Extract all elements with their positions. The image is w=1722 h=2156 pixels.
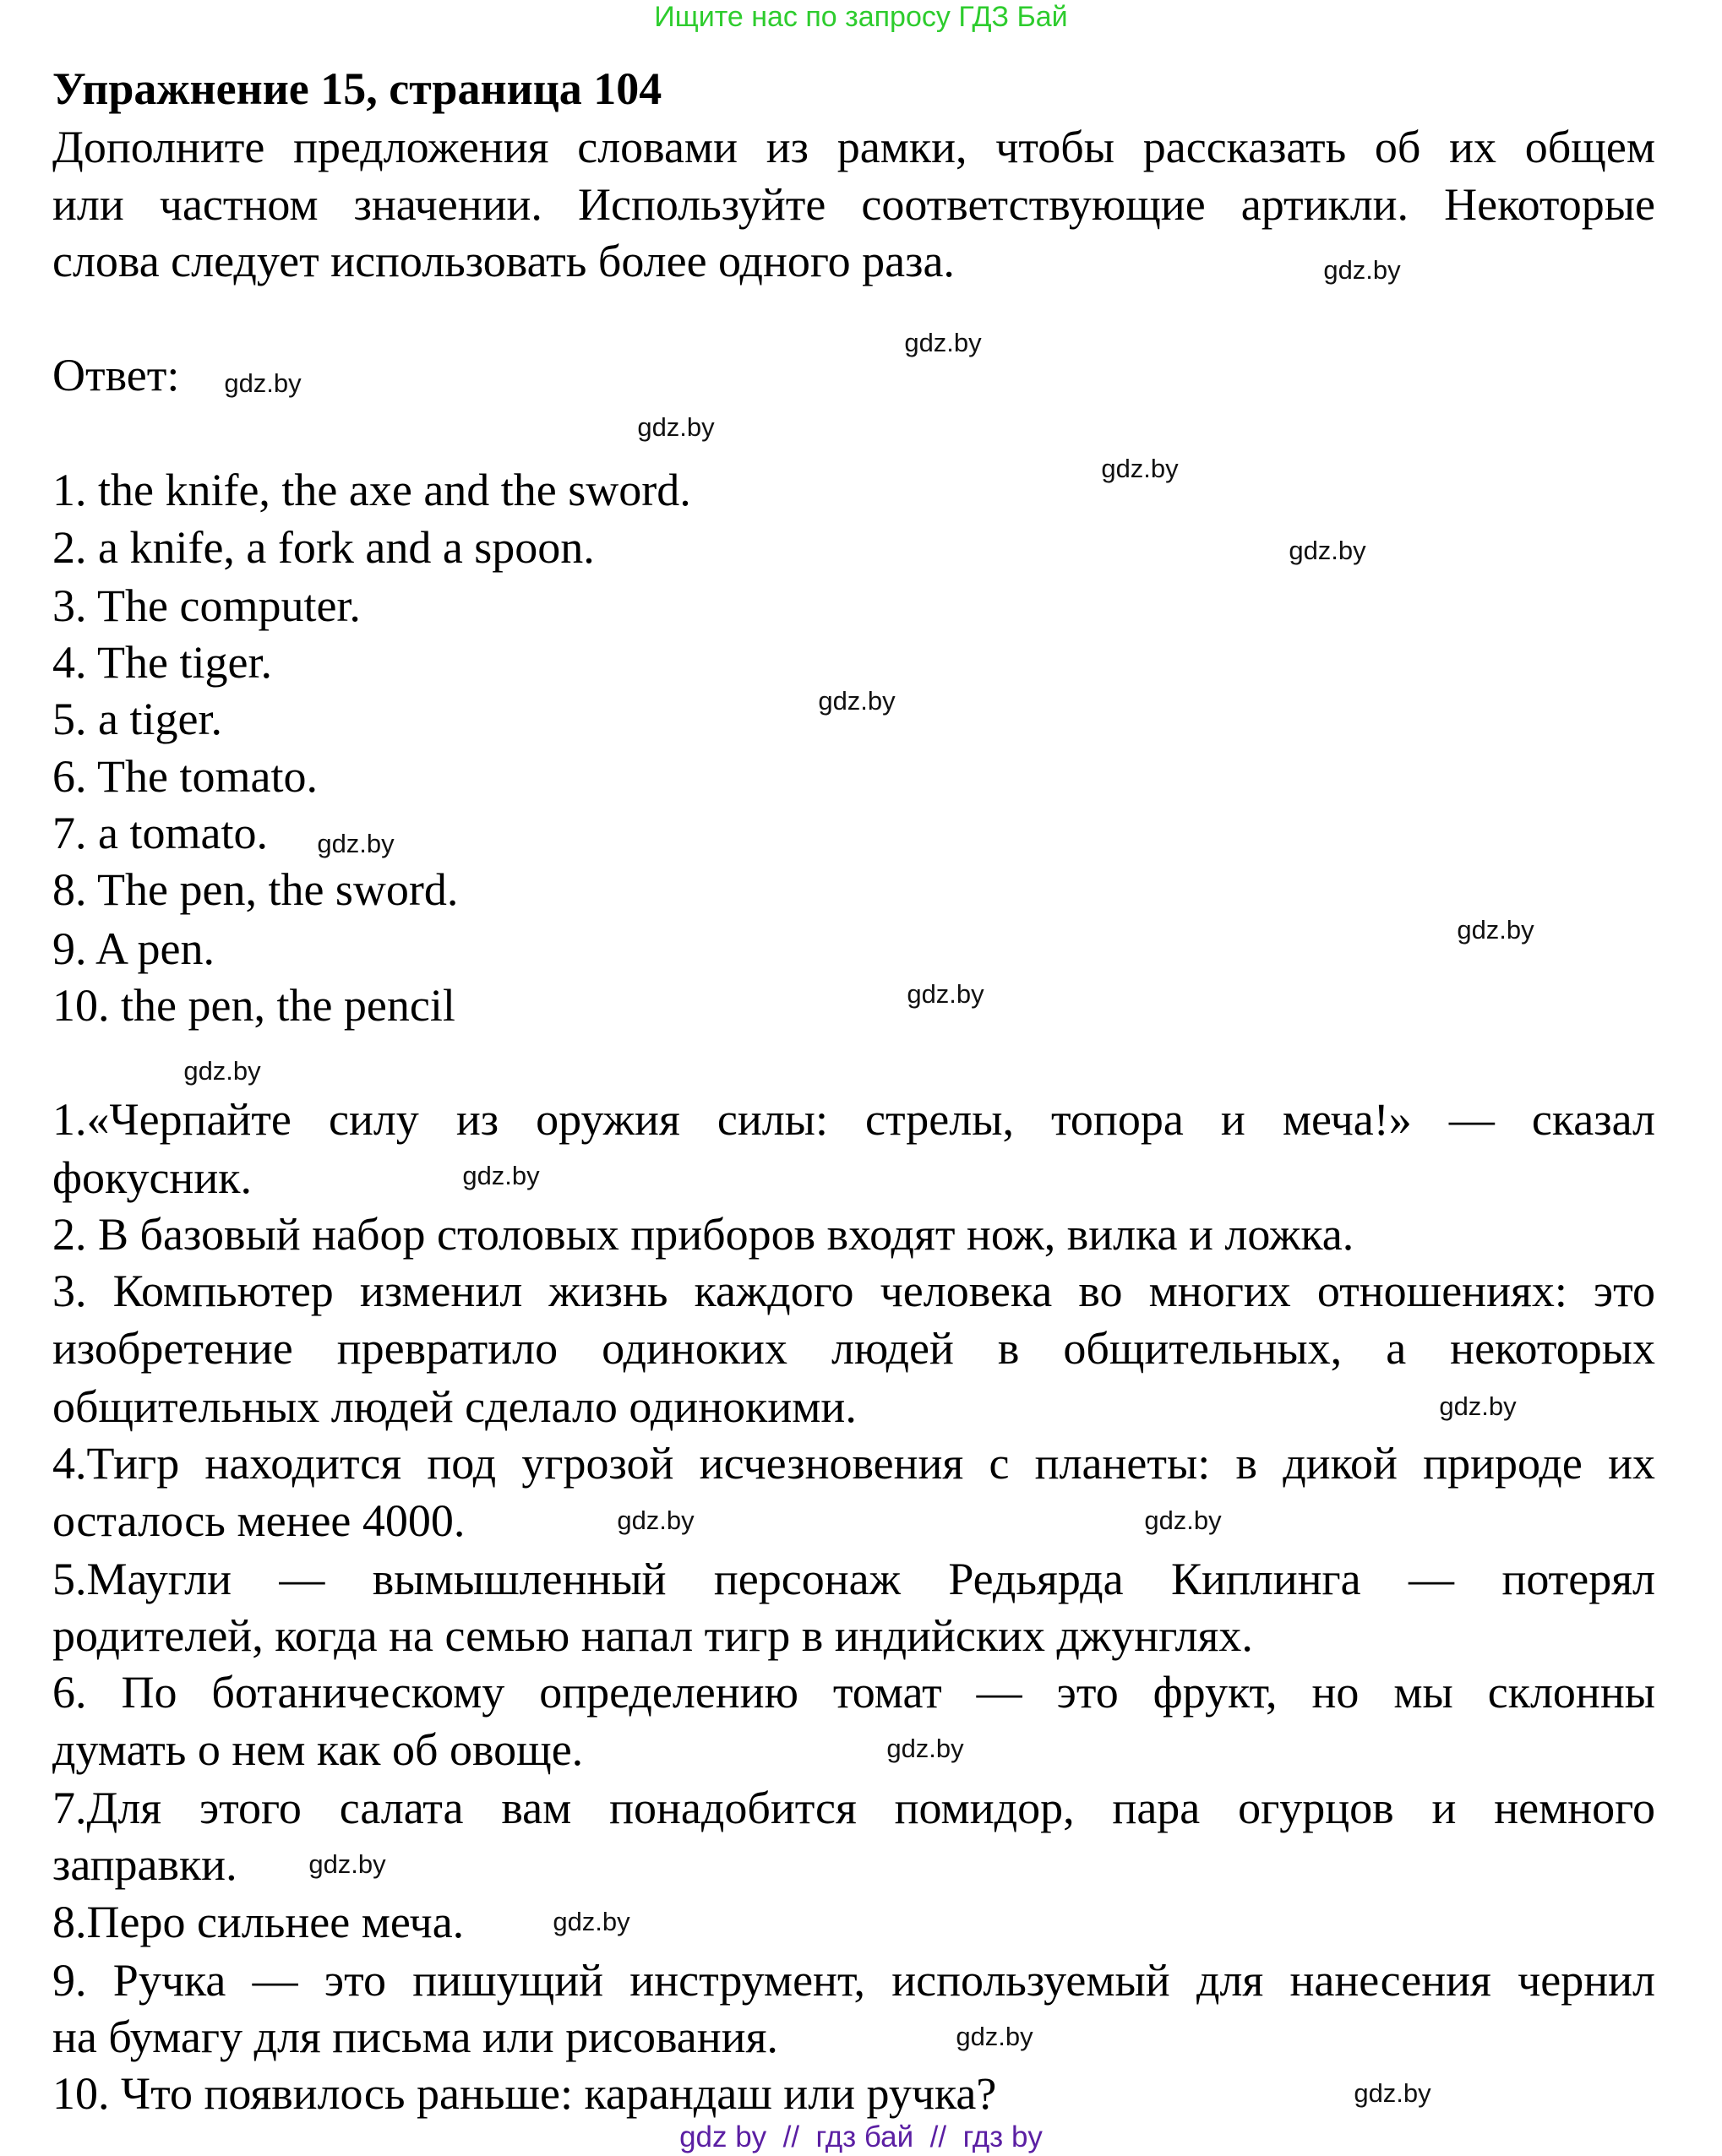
watermark: gdz.by — [553, 1907, 630, 1936]
translation-line: 5.Маугли — вымышленный персонаж Редьярда Киплинга — потерял — [52, 1554, 1655, 1604]
watermark: gdz.by — [1101, 454, 1179, 483]
answer-item: 7. a tomato. — [52, 808, 268, 858]
answer-item: 4. The tiger. — [52, 637, 272, 688]
exercise-title: Упражнение 15, страница 104 — [52, 63, 662, 114]
footer-separator: // — [913, 2121, 963, 2153]
footer-separator: // — [766, 2121, 816, 2153]
answer-item: 3. The computer. — [52, 580, 361, 631]
watermark: gdz.by — [1144, 1505, 1222, 1535]
watermark: gdz.by — [904, 328, 982, 357]
translation-line: изобретение превратило одиноких людей в общительных, а некоторых — [52, 1323, 1655, 1374]
translation-line: думать о нем как об овоще. — [52, 1724, 584, 1775]
watermark: gdz.by — [886, 1734, 964, 1763]
watermark: gdz.by — [1323, 255, 1401, 285]
translation-line: 9. Ручка — это пишущий инструмент, используемый для нанесения чернил — [52, 1955, 1655, 2006]
watermark: gdz.by — [317, 829, 395, 858]
watermark: gdz.by — [308, 1849, 386, 1879]
watermark: gdz.by — [462, 1161, 540, 1190]
translation-line: заправки. — [52, 1839, 237, 1890]
translation-line: 1.«Черпайте силу из оружия силы: стрелы, топора и меча!» — сказал — [52, 1094, 1655, 1145]
footer-link-gdz-by[interactable]: gdz by — [679, 2121, 767, 2153]
watermark: gdz.by — [956, 2022, 1033, 2051]
answer-item: 1. the knife, the axe and the sword. — [52, 465, 691, 515]
answer-label: Ответ: — [52, 350, 180, 400]
watermark: gdz.by — [617, 1505, 695, 1535]
translation-line: 3. Компьютер изменил жизнь каждого человека во многих отношениях: это — [52, 1266, 1655, 1316]
translation-line: родителей, когда на семью напал тигр в индийских джунглях. — [52, 1610, 1253, 1661]
task-line: или частном значении. Используйте соответствующие артикли. Некоторые — [52, 179, 1655, 230]
watermark: gdz.by — [1354, 2078, 1431, 2108]
translation-line: фокусник. — [52, 1152, 252, 1203]
watermark: gdz.by — [183, 1056, 261, 1086]
footer-links — [0, 2119, 1722, 2156]
watermark: gdz.by — [637, 412, 715, 442]
translation-line: 7.Для этого салата вам понадобится помидор, пара огурцов и немного — [52, 1783, 1655, 1833]
watermark: gdz.by — [1439, 1391, 1517, 1421]
promo-banner[interactable]: Ищите нас по запросу ГДЗ Бай — [654, 1, 1068, 33]
watermark: gdz.by — [907, 979, 984, 1009]
answer-item: 5. a tiger. — [52, 694, 222, 744]
translation-line: общительных людей сделало одинокими. — [52, 1381, 857, 1432]
translation-line: 10. Что появилось раньше: карандаш или ручка? — [52, 2068, 997, 2119]
answer-item: 2. a knife, a fork and a spoon. — [52, 522, 595, 573]
task-line: слова следует использовать более одного раза. — [52, 236, 955, 286]
translation-line: 8.Перо сильнее меча. — [52, 1897, 465, 1947]
translation-line: 6. По ботаническому определению томат — это фрукт, но мы склонны — [52, 1667, 1655, 1718]
watermark: gdz.by — [818, 686, 896, 716]
watermark: gdz.by — [224, 368, 302, 398]
answer-item: 8. The pen, the sword. — [52, 864, 459, 915]
translation-line: 2. В базовый набор столовых приборов входят нож, вилка и ложка. — [52, 1209, 1354, 1260]
answer-item: 10. the pen, the pencil — [52, 980, 455, 1031]
watermark: gdz.by — [1457, 915, 1534, 945]
answer-item: 9. A pen. — [52, 923, 215, 974]
task-line: Дополните предложения словами из рамки, чтобы рассказать об их общем — [52, 122, 1655, 172]
translation-line: осталось менее 4000. — [52, 1495, 466, 1546]
translation-line: 4.Тигр находится под угрозой исчезновения с планеты: в дикой природе их — [52, 1438, 1655, 1489]
answer-item: 6. The tomato. — [52, 751, 318, 802]
translation-line: на бумагу для письма или рисования. — [52, 2012, 778, 2062]
footer-link-gdz-bai[interactable]: гдз бай — [815, 2121, 914, 2153]
footer-link-gdz-by-ru[interactable]: гдз by — [962, 2121, 1043, 2153]
watermark: gdz.by — [1289, 536, 1366, 565]
